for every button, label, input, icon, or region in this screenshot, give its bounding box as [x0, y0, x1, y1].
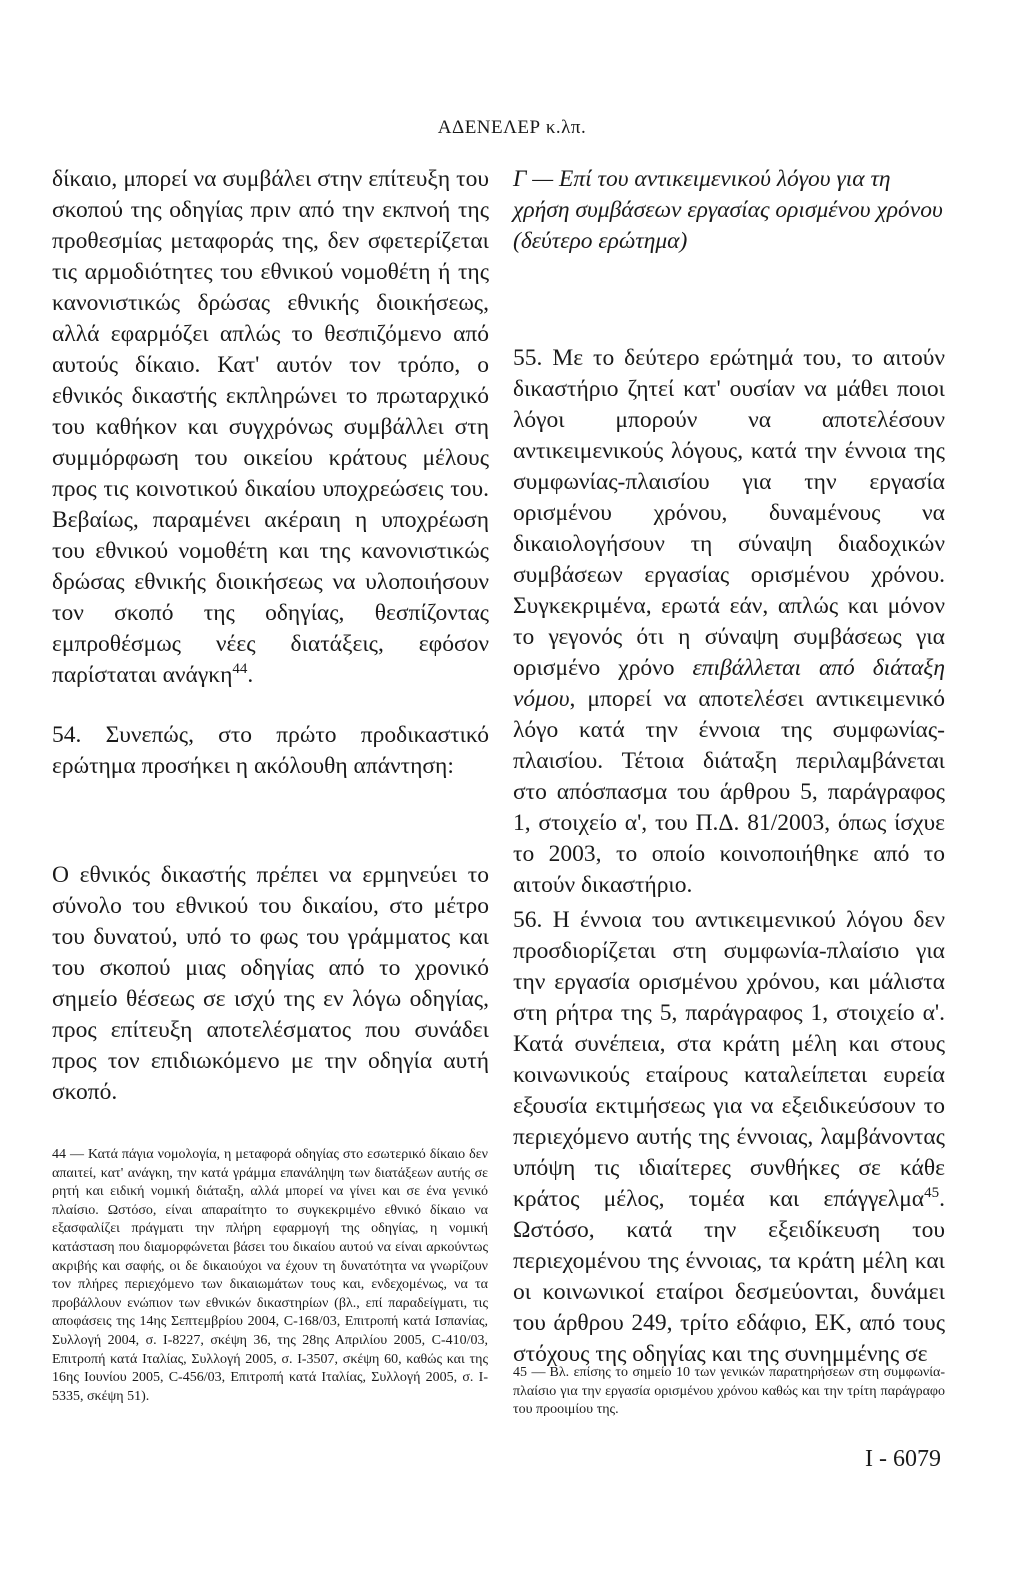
footnote-45-number: 45 —: [513, 1365, 546, 1380]
paragraph-56-text-b: . Ωστόσο, κατά την εξειδίκευση του περιεχομένου της έννοιας, τα κράτη μέλη και οι κοινωνικοί εταίροι δεσμεύονται, δυνάμει του άρθρου 249, τρίτο εδάφιο, ΕΚ, από τους στόχους της οδηγίας και της συνημμένης σε: [513, 1186, 945, 1367]
footnote-45: [513, 1364, 945, 1420]
answer-block: [52, 860, 489, 1108]
left-paragraph-text: δίκαιο, μπορεί να συμβάλει στην επίτευξη του σκοπού της οδηγίας πριν από την εκπνοή της προθεσμίας μεταφοράς της, δεν σφετερίζεται τις αρμοδιότητες του εθνικού νομοθέτη ή της κανονιστικώς δρώσας εθνικής διοικήσεως, αλλά εφαρμόζει απλώς το θεσπιζόμενο από αυτούς δίκαιο. Κατ' αυτόν τον τρόπο, ο εθνικός δικαστής εκπληρώνει το πρωταρχικό του καθήκον και συγχρόνως συμβάλλει στη συμμόρφωση του οικείου κράτους μέλους προς τις κοινοτικού δικαίου υποχρεώσεις του. Βεβαίως, παραμένει ακέραιη η υποχρέωση του εθνικού νομοθέτη και της κανονιστικώς δρώσας εθνικής διοικήσεως να υλοποιήσουν τον σκοπό της οδηγίας, θεσπίζοντας εμπροθέσμως νέες διατάξεις, εφόσον παρίσταται ανάγκη: [52, 166, 489, 688]
running-head: ΑΔΕΝΕΛΕΡ κ.λπ.: [437, 117, 587, 138]
footnote-44-text: Κατά πάγια νομολογία, η μεταφορά οδηγίας στο εσωτερικό δίκαιο δεν απαιτεί, κατ' ανάγκη, την κατά γράμμα επανάληψη των διατάξεων αυτής σε ρητή και ειδική νομική διάταξη, αλλά μπορεί να γίνει και σε ένα γενικό πλαίσιο. Ωστόσο, είναι απαραίτητο το συγκεκριμένο εθνικό δίκαιο να εξασφαλίζει πράγματι την πλήρη εφαρμογή της οδηγίας, η νομική κατάσταση που διαμορφώνεται βάσει του δικαίου αυτού να είναι αρκούντως ακριβής και σαφής, οι δε δικαιούχοι να έχουν τη δυνατότητα να γνωρίζουν τον πλήρες περιεχόμενο των δικαιωμάτων τους και, ενδεχομένως, να τα προβάλλουν ενώπιον των εθνικών δικαστηρίων (βλ., επί παραδείγματι, τις αποφάσεις της 14ης Σεπτεμβρίου 2004, C-168/03, Επιτροπή κατά Ισπανίας, Συλλογή 2004, σ. I-8227, σκέψη 36, της 28ης Απριλίου 2005, C-410/03, Επιτροπή κατά Ιταλίας, Συλλογή 2005, σ. I-3507, σκέψη 60, καθώς και της 16ης Ιουνίου 2005, C-456/03, Επιτροπή κατά Ιταλίας, Συλλογή 2005, σ. I-5335, σκέψη 51).: [52, 1147, 488, 1404]
paragraph-55-italic: επιβάλλεται από διάταξη νόμου: [513, 655, 946, 712]
footnote-ref-45: 45: [924, 1185, 940, 1202]
paragraph-56: [513, 905, 945, 1370]
left-paragraph-end: .: [247, 662, 254, 688]
answer-text: Ο εθνικός δικαστής πρέπει να ερμηνεύει το σύνολο του εθνικού του δικαίου, στο μέτρο του δυνατού, υπό το φως του γράμματος και του σκοπού μιας οδηγίας από το χρονικό σημείο θέσεως σε ισχύ της εν λόγω οδηγίας, προς επίτευξη αποτελέσματος που συνάδει προς τον επιδιωκόμενο με την οδηγία αυτή σκοπό.: [52, 862, 489, 1105]
paragraph-56-text-a: 56. Η έννοια του αντικειμενικού λόγου δεν προσδιορίζεται στη συμφωνία-πλαίσιο για την εργασία ορισμένου χρόνου, και μάλιστα στη ρήτρα της 5, παράγραφος 1, στοιχείο α'. Κατά συνέπεια, στα κράτη μέλη και στους κοινωνικούς εταίρους καταλείπεται ευρεία εξουσία εκτιμήσεως για να εξειδικεύσουν το περιεχόμενο αυτής της έννοιας, λαμβάνοντας υπόψη τις ιδιαίτερες συνθήκες σε κάθε κράτος μέλος, τομέα και επάγγελμα: [513, 907, 945, 1212]
footnote-44: [52, 1146, 488, 1406]
footnote-ref-44: 44: [232, 661, 248, 678]
paragraph-55-text-b: , μπορεί να αποτελέσει αντικειμενικό λόγο κατά την έννοια της συμφωνίας-πλαισίου. Τέτοια διάταξη περιλαμβάνεται στο απόσπασμα του άρθρου 5, παράγραφος 1, στοιχείο α', του Π.Δ. 81/2003, όπως ίσχυε το 2003, το οποίο κοινοποιήθηκε από το αιτούν δικαστήριο.: [513, 686, 945, 898]
left-paragraph-continued: [52, 164, 489, 691]
footnote-45-text: Βλ. επίσης το σημείο 10 των γενικών παρατηρήσεων στη συμφωνία-πλαίσιο για την εργασία ορισμένου χρόνου καθώς και την τρίτη παράγραφο του προοιμίου της.: [513, 1365, 945, 1418]
section-heading-c: [513, 164, 945, 257]
paragraph-55-text-a: 55. Με το δεύτερο ερώτημά του, το αιτούν δικαστήριο ζητεί κατ' ουσίαν να μάθει ποιοι λόγοι μπορούν να αποτελέσουν αντικειμενικούς λόγους, κατά την έννοια της συμφωνίας-πλαισίου για την εργασία ορισμένου χρόνου, δυναμένους να δικαιολογήσουν τη σύναψη διαδοχικών συμβάσεων εργασίας ορισμένου χρόνου. Συγκεκριμένα, ερωτά εάν, απλώς και μόνον το γεγονός ότι η σύναψη συμβάσεως για ορισμένο χρόνο: [513, 345, 945, 681]
paragraph-54-text: 54. Συνεπώς, στο πρώτο προδικαστικό ερώτημα προσήκει η ακόλουθη απάντηση:: [52, 722, 489, 779]
footnote-44-number: 44 —: [52, 1147, 85, 1162]
paragraph-55: [513, 343, 945, 901]
section-heading-text: Γ — Επί του αντικειμενικού λόγου για τη χρήση συμβάσεων εργασίας ορισμένου χρόνου (δεύτερο ερώτημα): [513, 166, 943, 254]
page-number: I - 6079: [865, 1446, 941, 1472]
paragraph-54: [52, 720, 489, 782]
